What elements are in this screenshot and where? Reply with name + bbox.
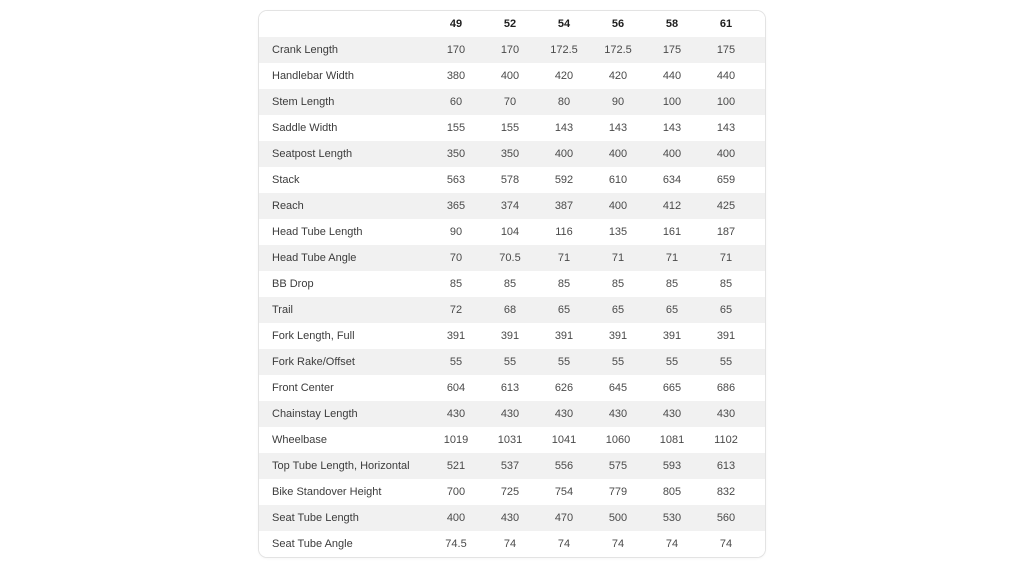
row-label: Stack bbox=[272, 174, 300, 186]
cell-value: 60 bbox=[449, 96, 463, 108]
table-row bbox=[259, 453, 765, 479]
cell-value: 613 bbox=[500, 382, 520, 394]
row-label: Front Center bbox=[272, 382, 334, 394]
cell-value: 187 bbox=[716, 226, 736, 238]
cell-value: 659 bbox=[716, 174, 736, 186]
table-body bbox=[259, 37, 765, 557]
cell-value: 116 bbox=[555, 226, 573, 238]
column-header: 52 bbox=[483, 11, 537, 37]
cell-value: 71 bbox=[719, 252, 733, 264]
cell-value: 68 bbox=[503, 304, 517, 316]
cell-value: 391 bbox=[446, 330, 466, 342]
table-row bbox=[259, 141, 765, 167]
cell-value: 1041 bbox=[551, 434, 577, 446]
cell-value: 391 bbox=[608, 330, 628, 342]
row-label: Stem Length bbox=[272, 96, 335, 108]
cell-value: 645 bbox=[608, 382, 628, 394]
cell-value: 55 bbox=[719, 356, 733, 368]
cell-value: 610 bbox=[608, 174, 628, 186]
cell-value: 1081 bbox=[659, 434, 685, 446]
cell-value: 563 bbox=[446, 174, 466, 186]
cell-value: 100 bbox=[662, 96, 682, 108]
table-row bbox=[259, 193, 765, 219]
table-row bbox=[259, 479, 765, 505]
cell-value: 65 bbox=[665, 304, 679, 316]
cell-value: 805 bbox=[662, 486, 682, 498]
cell-value: 1060 bbox=[605, 434, 631, 446]
cell-value: 391 bbox=[716, 330, 736, 342]
cell-value: 613 bbox=[716, 460, 736, 472]
cell-value: 70.5 bbox=[499, 252, 521, 264]
cell-value: 350 bbox=[500, 148, 520, 160]
cell-value: 430 bbox=[608, 408, 628, 420]
cell-value: 72 bbox=[449, 304, 463, 316]
cell-value: 754 bbox=[554, 486, 574, 498]
cell-value: 391 bbox=[662, 330, 682, 342]
cell-value: 135 bbox=[608, 226, 628, 238]
cell-value: 85 bbox=[557, 278, 571, 290]
cell-value: 74 bbox=[719, 538, 733, 550]
cell-value: 592 bbox=[554, 174, 574, 186]
cell-value: 74 bbox=[503, 538, 517, 550]
cell-value: 380 bbox=[446, 70, 466, 82]
row-label: Head Tube Angle bbox=[272, 252, 357, 264]
geometry-table bbox=[259, 11, 765, 557]
row-label: Trail bbox=[272, 304, 293, 316]
cell-value: 634 bbox=[662, 174, 682, 186]
cell-value: 387 bbox=[554, 200, 574, 212]
column-header: 56 bbox=[591, 11, 645, 37]
cell-value: 1031 bbox=[497, 434, 523, 446]
row-label: Chainstay Length bbox=[272, 408, 358, 420]
cell-value: 85 bbox=[503, 278, 517, 290]
cell-value: 430 bbox=[500, 408, 520, 420]
table-row bbox=[259, 63, 765, 89]
cell-value: 391 bbox=[500, 330, 520, 342]
cell-value: 578 bbox=[500, 174, 520, 186]
cell-value: 412 bbox=[662, 200, 682, 212]
cell-value: 430 bbox=[500, 512, 520, 524]
cell-value: 430 bbox=[554, 408, 574, 420]
table-row bbox=[259, 323, 765, 349]
table-row bbox=[259, 167, 765, 193]
column-header: 58 bbox=[645, 11, 699, 37]
cell-value: 779 bbox=[608, 486, 628, 498]
cell-value: 74 bbox=[665, 538, 679, 550]
cell-value: 70 bbox=[503, 96, 517, 108]
row-label: Seatpost Length bbox=[272, 148, 353, 160]
cell-value: 70 bbox=[449, 252, 463, 264]
cell-value: 400 bbox=[500, 70, 520, 82]
table-row bbox=[259, 37, 765, 63]
cell-value: 143 bbox=[716, 122, 736, 134]
cell-value: 560 bbox=[716, 512, 736, 524]
row-label: Head Tube Length bbox=[272, 226, 363, 238]
cell-value: 175 bbox=[716, 44, 736, 56]
row-label: Reach bbox=[272, 200, 304, 212]
row-label: Wheelbase bbox=[272, 434, 328, 446]
row-label: Top Tube Length, Horizontal bbox=[272, 460, 410, 472]
cell-value: 1102 bbox=[714, 434, 738, 446]
cell-value: 161 bbox=[662, 226, 682, 238]
cell-value: 626 bbox=[554, 382, 574, 394]
cell-value: 430 bbox=[446, 408, 466, 420]
cell-value: 74 bbox=[557, 538, 571, 550]
cell-value: 374 bbox=[500, 200, 520, 212]
geometry-table-card bbox=[258, 10, 766, 558]
column-header: 54 bbox=[537, 11, 591, 37]
cell-value: 71 bbox=[557, 252, 571, 264]
cell-value: 425 bbox=[716, 200, 736, 212]
row-label: Seat Tube Length bbox=[272, 512, 359, 524]
row-label: Saddle Width bbox=[272, 122, 338, 134]
cell-value: 172.5 bbox=[604, 44, 632, 56]
cell-value: 420 bbox=[554, 70, 574, 82]
cell-value: 175 bbox=[662, 44, 682, 56]
cell-value: 430 bbox=[716, 408, 736, 420]
cell-value: 74 bbox=[611, 538, 625, 550]
cell-value: 104 bbox=[500, 226, 520, 238]
cell-value: 74.5 bbox=[445, 538, 467, 550]
table-row bbox=[259, 531, 765, 557]
row-label: BB Drop bbox=[272, 278, 314, 290]
cell-value: 575 bbox=[608, 460, 628, 472]
cell-value: 55 bbox=[611, 356, 625, 368]
table-row bbox=[259, 427, 765, 453]
cell-value: 400 bbox=[662, 148, 682, 160]
cell-value: 170 bbox=[500, 44, 520, 56]
table-row bbox=[259, 401, 765, 427]
cell-value: 400 bbox=[608, 200, 628, 212]
cell-value: 400 bbox=[554, 148, 574, 160]
table-row bbox=[259, 245, 765, 271]
table-row bbox=[259, 89, 765, 115]
table-row bbox=[259, 375, 765, 401]
column-header: 49 bbox=[429, 11, 483, 37]
cell-value: 400 bbox=[608, 148, 628, 160]
cell-value: 65 bbox=[611, 304, 625, 316]
cell-value: 420 bbox=[608, 70, 628, 82]
header-label-spacer bbox=[259, 11, 429, 37]
cell-value: 155 bbox=[500, 122, 520, 134]
cell-value: 521 bbox=[446, 460, 466, 472]
cell-value: 665 bbox=[662, 382, 682, 394]
cell-value: 90 bbox=[611, 96, 625, 108]
table-row bbox=[259, 349, 765, 375]
row-label: Seat Tube Angle bbox=[272, 538, 353, 550]
table-row bbox=[259, 297, 765, 323]
cell-value: 90 bbox=[449, 226, 463, 238]
cell-value: 55 bbox=[503, 356, 517, 368]
cell-value: 440 bbox=[716, 70, 736, 82]
table-row bbox=[259, 115, 765, 141]
cell-value: 556 bbox=[554, 460, 574, 472]
cell-value: 100 bbox=[716, 96, 736, 108]
cell-value: 430 bbox=[662, 408, 682, 420]
cell-value: 440 bbox=[662, 70, 682, 82]
cell-value: 365 bbox=[446, 200, 466, 212]
cell-value: 143 bbox=[554, 122, 574, 134]
cell-value: 170 bbox=[446, 44, 466, 56]
row-label: Bike Standover Height bbox=[272, 486, 382, 498]
column-header: 61 bbox=[699, 11, 765, 37]
cell-value: 593 bbox=[662, 460, 682, 472]
row-label: Handlebar Width bbox=[272, 70, 354, 82]
table-row bbox=[259, 219, 765, 245]
cell-value: 686 bbox=[716, 382, 736, 394]
header-row bbox=[259, 11, 765, 37]
cell-value: 143 bbox=[662, 122, 682, 134]
cell-value: 55 bbox=[449, 356, 463, 368]
cell-value: 85 bbox=[665, 278, 679, 290]
cell-value: 470 bbox=[554, 512, 574, 524]
row-label: Crank Length bbox=[272, 44, 339, 56]
cell-value: 400 bbox=[446, 512, 466, 524]
cell-value: 85 bbox=[449, 278, 463, 290]
cell-value: 155 bbox=[446, 122, 466, 134]
table-row bbox=[259, 271, 765, 297]
row-label: Fork Length, Full bbox=[272, 330, 355, 342]
cell-value: 832 bbox=[716, 486, 736, 498]
row-label: Fork Rake/Offset bbox=[272, 356, 355, 368]
cell-value: 71 bbox=[665, 252, 679, 264]
cell-value: 85 bbox=[719, 278, 733, 290]
cell-value: 725 bbox=[500, 486, 520, 498]
cell-value: 65 bbox=[557, 304, 571, 316]
cell-value: 604 bbox=[446, 382, 466, 394]
cell-value: 537 bbox=[500, 460, 520, 472]
cell-value: 400 bbox=[716, 148, 736, 160]
cell-value: 65 bbox=[719, 304, 733, 316]
cell-value: 80 bbox=[557, 96, 571, 108]
cell-value: 85 bbox=[611, 278, 625, 290]
cell-value: 172.5 bbox=[550, 44, 578, 56]
cell-value: 391 bbox=[554, 330, 574, 342]
cell-value: 700 bbox=[446, 486, 466, 498]
cell-value: 71 bbox=[611, 252, 625, 264]
cell-value: 350 bbox=[446, 148, 466, 160]
cell-value: 55 bbox=[557, 356, 571, 368]
cell-value: 1019 bbox=[443, 434, 469, 446]
cell-value: 143 bbox=[608, 122, 628, 134]
table-row bbox=[259, 505, 765, 531]
cell-value: 530 bbox=[662, 512, 682, 524]
cell-value: 500 bbox=[608, 512, 628, 524]
cell-value: 55 bbox=[665, 356, 679, 368]
